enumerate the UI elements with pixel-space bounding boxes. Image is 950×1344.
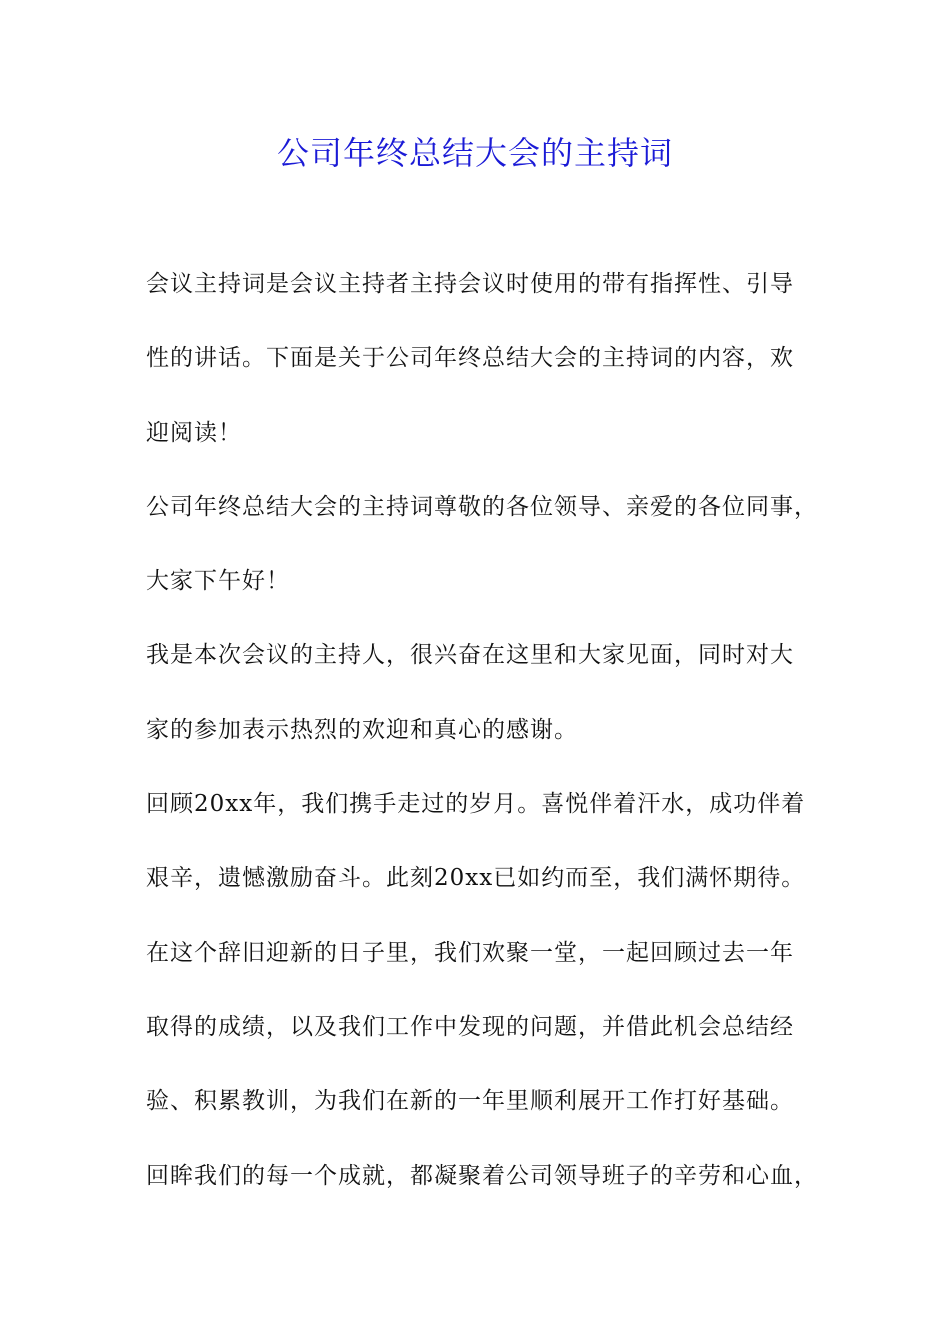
body-line: 在这个辞旧迎新的日子里，我们欢聚一堂，一起回顾过去一年: [146, 939, 794, 966]
body-line: 验、积累教训，为我们在新的一年里顺利展开工作打好基础。: [146, 1088, 794, 1115]
body-line: 性的讲话。下面是关于公司年终总结大会的主持词的内容，欢: [146, 345, 794, 372]
document-body: [146, 258, 826, 1224]
body-line: 我是本次会议的主持人，很兴奋在这里和大家见面，同时对大: [146, 642, 794, 669]
body-line: 取得的成绩，以及我们工作中发现的问题，并借此机会总结经: [146, 1013, 794, 1040]
body-line: 家的参加表示热烈的欢迎和真心的感谢。: [146, 716, 578, 743]
body-line: 回顾20xx年，我们携手走过的岁月。喜悦伴着汗水，成功伴着: [146, 791, 806, 818]
body-line: 会议主持词是会议主持者主持会议时使用的带有指挥性、引导: [146, 271, 794, 297]
body-line: 大家下午好！: [146, 568, 290, 595]
body-line: 艰辛，遗憾激励奋斗。此刻20xx已如约而至，我们满怀期待。: [146, 865, 806, 892]
document-title: 公司年终总结大会的主持词: [276, 134, 673, 172]
body-line: 迎阅读！: [146, 419, 242, 446]
body-line: 回眸我们的每一个成就，都凝聚着公司领导班子的辛劳和心血，: [146, 1162, 818, 1189]
body-line: 公司年终总结大会的主持词尊敬的各位领导、亲爱的各位同事，: [146, 493, 818, 520]
